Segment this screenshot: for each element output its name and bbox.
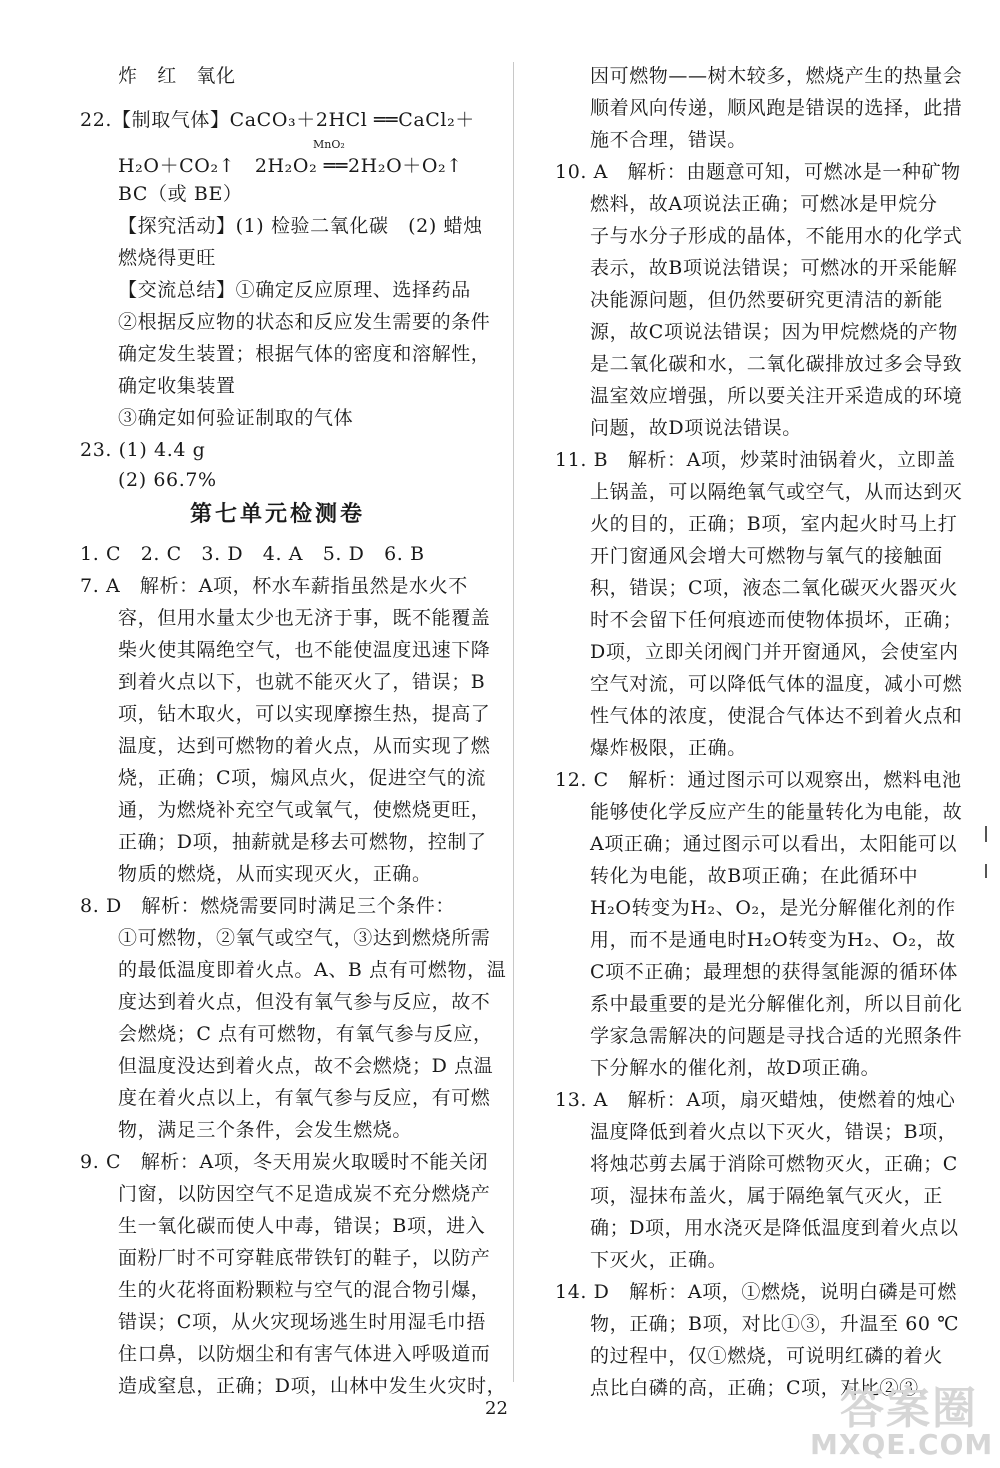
right-line: 源，故C项说法错误；因为甲烷燃烧的产物 — [590, 321, 958, 343]
right-line: 11. B 解析：A项，炒菜时油锅着火，立即盖 — [555, 449, 956, 471]
left-line: ③确定如何验证制取的气体 — [118, 407, 354, 429]
right-line: 转化为电能，故B项正确；在此循环中 — [590, 865, 919, 887]
right-line: 顺着风向传递，顺风跑是错误的选择，此措 — [590, 97, 963, 119]
right-line: 子与水分子形成的晶体，不能用水的化学式 — [590, 225, 963, 247]
right-line: 空气对流，可以降低气体的温度，减小可燃 — [590, 673, 963, 695]
left-line: 炸 红 氧化 — [118, 65, 236, 87]
left-line: 【交流总结】①确定反应原理、选择药品 — [118, 279, 471, 301]
left-line: ①可燃物，②氧气或空气，③达到燃烧所需 — [118, 927, 491, 949]
left-line: 生的火花将面粉颗粒与空气的混合物引爆， — [118, 1279, 491, 1301]
left-line: 正确；D项，抽薪就是移去可燃物，控制了 — [118, 831, 487, 853]
left-line: (2) 66.7% — [118, 469, 217, 491]
page-number: 22 — [485, 1398, 508, 1419]
right-line: 施不合理，错误。 — [590, 129, 747, 151]
right-line: 因可燃物——树木较多，燃烧产生的热量会 — [590, 65, 963, 87]
left-line: 温度，达到可燃物的着火点，从而实现了燃 — [118, 735, 491, 757]
left-line: 住口鼻，以防烟尘和有害气体进入呼吸道而 — [118, 1343, 491, 1365]
left-line: 【探究活动】(1) 检验二氧化碳 (2) 蜡烛 — [118, 215, 483, 237]
left-line: 确定发生装置；根据气体的密度和溶解性， — [118, 343, 491, 365]
left-line: 错误；C项，从火灾现场逃生时用湿毛巾捂 — [118, 1311, 486, 1333]
right-line: 上锅盖，可以隔绝氧气或空气，从而达到灭 — [590, 481, 963, 503]
left-line: 项，钻木取火，可以实现摩擦生热，提高了 — [118, 703, 491, 725]
left-line: 1. C 2. C 3. D 4. A 5. D 6. B — [80, 543, 425, 565]
right-line: 下灭火，正确。 — [590, 1249, 728, 1271]
left-line: 烧，正确；C项，煽风点火，促进空气的流 — [118, 767, 486, 789]
left-line: BC（或 BE） — [118, 183, 243, 205]
scan-edge-mark — [985, 864, 987, 878]
right-line: 燃料，故A项说法正确；可燃冰是甲烷分 — [590, 193, 938, 215]
right-line: 能够使化学反应产生的能量转化为电能，故 — [590, 801, 963, 823]
watermark-bottom-text: MXQE.COM — [810, 1428, 994, 1461]
left-line: 生一氧化碳而使人中毒，错误；B项，进入 — [118, 1215, 486, 1237]
right-line: 爆炸极限，正确。 — [590, 737, 747, 759]
left-line: 22.【制取气体】CaCO₃＋2HCl ══CaCl₂＋ — [80, 109, 475, 131]
watermark-logo — [800, 1372, 995, 1462]
left-line: H₂O＋CO₂↑ 2H₂O₂ ══2H₂O＋O₂↑ — [118, 155, 463, 177]
left-line: 度达到着火点，但没有氧气参与反应，故不 — [118, 991, 491, 1013]
left-line: 度在着火点以上，有氧气参与反应，有可燃 — [118, 1087, 491, 1109]
right-line: 决能源问题，但仍然要研究更清洁的新能 — [590, 289, 943, 311]
left-line: 8. D 解析：燃烧需要同时满足三个条件： — [80, 895, 456, 917]
right-line: 积，错误；C项，液态二氧化碳灭火器灭火 — [590, 577, 958, 599]
left-line: 柴火使其隔绝空气，也不能使温度迅速下降 — [118, 639, 491, 661]
left-line: 造成窒息，正确；D项，山林中发生火灾时， — [118, 1375, 507, 1397]
right-line: 13. A 解析：A项，扇灭蜡烛，使燃着的烛心 — [555, 1089, 956, 1111]
right-line: 用，而不是通电时H₂O转变为H₂、O₂，故 — [590, 929, 956, 951]
watermark-top-text: 答案圈 — [840, 1383, 978, 1434]
left-line: 会燃烧；C 点有可燃物，有氧气参与反应， — [118, 1023, 493, 1045]
right-line: 时不会留下任何痕迹而使物体损坏，正确； — [590, 609, 963, 631]
right-line: 12. C 解析：通过图示可以观察出，燃料电池 — [555, 769, 962, 791]
right-line: A项正确；通过图示可以看出，太阳能可以 — [590, 833, 958, 855]
right-line: 学家急需解决的问题是寻找合适的光照条件 — [590, 1025, 963, 1047]
left-line: 但温度没达到着火点，故不会燃烧；D 点温 — [118, 1055, 494, 1077]
left-line: 燃烧得更旺 — [118, 247, 217, 269]
right-line: 是二氧化碳和水，二氧化碳排放过多会导致 — [590, 353, 963, 375]
right-line: C项不正确；最理想的获得氢能源的循环体 — [590, 961, 958, 983]
right-line: D项，立即关闭阀门并开窗通风，会使室内 — [590, 641, 959, 663]
right-line: H₂O转变为H₂、O₂，是光分解催化剂的作 — [590, 897, 956, 919]
right-line: 温室效应增强，所以要关注开采造成的环境 — [590, 385, 963, 407]
right-line: 14. D 解析：A项，①燃烧，说明白磷是可燃 — [555, 1281, 958, 1303]
right-line: 将烛芯剪去属于消除可燃物灭火，正确；C — [590, 1153, 958, 1175]
catalyst-label: MnO₂ — [313, 138, 345, 151]
left-line: 23. (1) 4.4 g — [80, 439, 206, 461]
left-line: 的最低温度即着火点。A、B 点有可燃物，温 — [118, 959, 507, 981]
section-title: 第七单元检测卷 — [190, 501, 366, 527]
left-line: 通，为燃烧补充空气或氧气，使燃烧更旺， — [118, 799, 491, 821]
scan-edge-mark — [985, 826, 987, 842]
right-line: 开门窗通风会增大可燃物与氧气的接触面 — [590, 545, 943, 567]
right-line: 确；D项，用水浇灭是降低温度到着火点以 — [590, 1217, 959, 1239]
left-line: 门窗，以防因空气不足造成炭不充分燃烧产 — [118, 1183, 491, 1205]
left-line: 物质的燃烧，从而实现灭火，正确。 — [118, 863, 432, 885]
right-line: 温度降低到着火点以下灭火，错误；B项， — [590, 1121, 958, 1143]
left-line: 7. A 解析：A项，杯水车薪指虽然是水火不 — [80, 575, 468, 597]
right-line: 表示，故B项说法错误；可燃冰的开采能解 — [590, 257, 958, 279]
left-line: 到着火点以下，也就不能灭火了，错误；B — [118, 671, 486, 693]
right-line: 问题，故D项说法错误。 — [590, 417, 802, 439]
right-line: 性气体的浓度，使混合气体达不到着火点和 — [590, 705, 963, 727]
right-line: 下分解水的催化剂，故D项正确。 — [590, 1057, 881, 1079]
right-line: 火的目的，正确；B项，室内起火时马上打 — [590, 513, 958, 535]
right-line: 系中最重要的是光分解催化剂，所以目前化 — [590, 993, 963, 1015]
left-line: 物，满足三个条件，会发生燃烧。 — [118, 1119, 413, 1141]
column-divider — [513, 62, 514, 1382]
right-line: 物，正确；B项，对比①③，升温至 60 ℃ — [590, 1313, 960, 1335]
left-line: 9. C 解析：A项，冬天用炭火取暖时不能关闭 — [80, 1151, 489, 1173]
right-line: 点比白磷的高，正确；C项，对比②③， — [590, 1377, 939, 1399]
left-line: 面粉厂时不可穿鞋底带铁钉的鞋子，以防产 — [118, 1247, 491, 1269]
left-line: 确定收集装置 — [118, 375, 236, 397]
right-line: 10. A 解析：由题意可知，可燃冰是一种矿物 — [555, 161, 961, 183]
left-line: 容，但用水量太少也无济于事，既不能覆盖 — [118, 607, 491, 629]
left-line: ②根据反应物的状态和反应发生需要的条件 — [118, 311, 491, 333]
right-line: 的过程中，仅①燃烧，可说明红磷的着火 — [590, 1345, 943, 1367]
right-line: 项，湿抹布盖火，属于隔绝氧气灭火，正 — [590, 1185, 943, 1207]
